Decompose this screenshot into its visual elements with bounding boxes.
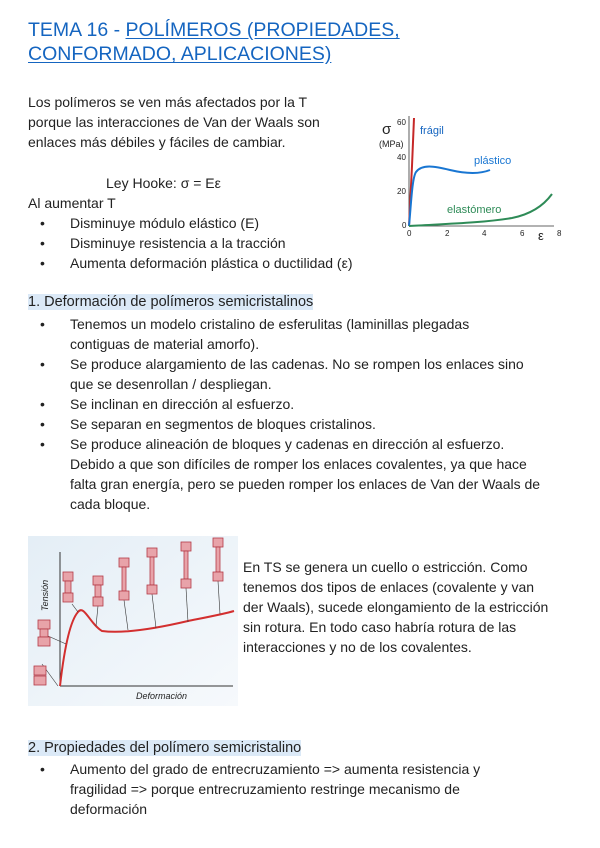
x-tick-label: 4 (482, 229, 487, 238)
explanation-line: tenemos dos tipos de enlaces (covalente y van (243, 579, 535, 595)
list-item: • Disminuye módulo elástico (E) (28, 213, 408, 233)
title-prefix: TEMA 16 - (28, 19, 126, 41)
increase-temperature-label: Al aumentar T (28, 195, 116, 211)
intro-line: Los polímeros se ven más afectados por la T (28, 94, 308, 110)
list-item: • Aumenta deformación plástica o ductilidad (ε) (28, 253, 408, 273)
hooke-law: Ley Hooke: σ = Eε (106, 175, 221, 191)
title-topic: POLÍMEROS (PROPIEDADES, CONFORMADO, APLICACIONES) (28, 19, 400, 65)
section2-list (28, 759, 588, 819)
x-tick-label: 8 (557, 229, 562, 238)
y-axis-label: Tensión (40, 579, 50, 611)
intro-paragraph (28, 92, 368, 152)
list-item: • Aumento del grado de entrecruzamiento => aumenta resistencia y fragilidad => porque entrecruzamiento restringe mecanismo de deformación (28, 759, 588, 819)
elastomero-label: elastómero (447, 204, 502, 216)
list-item: • Se produce alargamiento de las cadenas. No se rompen los enlaces sino que se desenrollan / despliegan. (28, 354, 588, 394)
list-item: • Se produce alineación de bloques y cadenas en dirección al esfuerzo. Debido a que son difíciles de romper los enlaces covalentes, ya que hace falta gran energía, pero se pueden romper los enlaces de Van der Waals de cada bloque. (28, 434, 588, 514)
x-axis-label: Deformación (136, 691, 188, 701)
x-tick-label: 0 (407, 229, 412, 238)
explanation-line: der Waals), sucede elongamiento de la estricción (243, 599, 549, 615)
x-axis-symbol: ε (538, 228, 544, 243)
list-item: • Se inclinan en dirección al esfuerzo. (28, 394, 588, 414)
specimen-icon (38, 620, 50, 646)
intro-line: enlaces más débiles y fáciles de cambiar. (28, 134, 286, 150)
y-tick-label: 60 (397, 118, 406, 127)
necking-figure (28, 536, 238, 706)
explanation-line: En TS se genera un cuello o estricción. Como (243, 559, 528, 575)
stress-strain-chart (372, 106, 572, 246)
list-item: • Tenemos un modelo cristalino de esferulitas (laminillas plegadas contiguas de material amorfo). (28, 314, 588, 354)
section1-list (28, 314, 588, 514)
x-tick-label: 2 (445, 229, 450, 238)
page-title (28, 18, 548, 66)
explanation-line: sin rotura. En todo caso habría rotura de las (243, 619, 517, 635)
y-tick-label: 40 (397, 153, 406, 162)
y-axis-symbol: σ (382, 121, 392, 138)
y-tick-label: 0 (402, 221, 407, 230)
list-item: • Se separan en segmentos de bloques cristalinos. (28, 414, 588, 434)
y-axis-unit: (MPa) (379, 139, 404, 149)
list-item: • Disminuye resistencia a la tracción (28, 233, 408, 253)
section1-heading: 1. Deformación de polímeros semicristalinos (28, 294, 314, 310)
temperature-effects-list (28, 213, 408, 273)
necking-explanation (243, 557, 588, 657)
plastico-curve (409, 167, 490, 227)
fragil-label: frágil (420, 125, 444, 137)
x-tick-label: 6 (520, 229, 525, 238)
section2-heading: 2. Propiedades del polímero semicristalino (28, 740, 302, 756)
intro-line: porque las interacciones de Van der Waals son (28, 114, 320, 130)
explanation-line: interacciones y no de los covalentes. (243, 639, 472, 655)
plastico-label: plástico (474, 155, 512, 167)
y-tick-label: 20 (397, 187, 406, 196)
